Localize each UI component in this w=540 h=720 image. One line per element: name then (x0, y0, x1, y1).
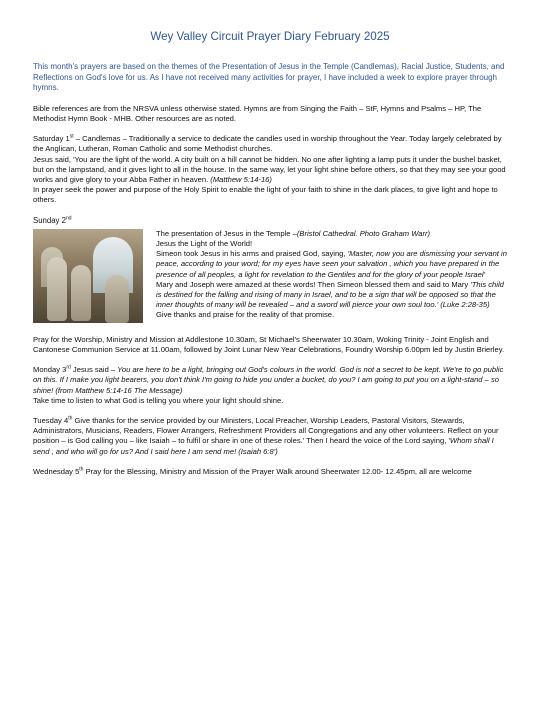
monday-said: Jesus said – (70, 365, 118, 375)
sunday-heading (33, 216, 507, 226)
tuesday-sup: th (68, 415, 73, 422)
saturday-sup: st (69, 133, 74, 140)
saturday-ref: (Matthew 5:14-16) (210, 175, 272, 184)
tuesday-line (33, 416, 507, 457)
mary-quote: 'This child is destined for the falling and rising of many in Israel, and to be a sign that will be opposed so that the inner thoughts of many will be revealed – and a sword will pierce your own soul too.' (Luke 2:28-35) (156, 279, 504, 310)
wednesday-sup: th (79, 466, 84, 473)
sunday-heading-text: The presentation of Jesus in the Temple – (156, 228, 297, 238)
saturday-prayer: In prayer seek the power and purpose of the Holy Spirit to enable the light of your faith to shine in the dark places, to give light and hope to others. (33, 185, 498, 205)
sunday-subheading: Jesus the Light of the World! (156, 239, 253, 249)
tuesday-quote: 'Whom shall I send , and who will go for us? And I said here I am send me! (Isaiah 6:8') (33, 436, 494, 456)
presentation-photo (33, 229, 143, 323)
sunday-photo-credit: (Bristol Cathedral. Photo Graham Warr) (296, 228, 431, 238)
mary-intro: Mary and Joseph were amazed at these words! Then Simeon blessed them and said to Mary (156, 279, 471, 289)
monday-sup: rd (66, 364, 71, 371)
sunday-day: Sunday 2 (33, 215, 66, 225)
saturday-desc: – Candlemas – Traditionally a service to dedicate the candles used in worship throughout the Year. Today largely celebrated by the Anglican, Lutheran, Roman Catholic and some Methodist churches. (33, 134, 502, 154)
sunday-feature (33, 229, 507, 323)
sunday-worship: Pray for the Worship, Ministry and Mission at Addlestone 10.30am, St Michael's Sheerwater 10.30am, Woking Trinity - Joint English and Cantonese Communion Service at 11.00am, followed by Joint Lunar New Year Celebrations, Foundry Worship 6.00pm led by Justin Brierley. (33, 334, 505, 355)
intro-paragraph: This month's prayers are based on the themes of the Presentation of Jesus in the Temple (Candlemas), Racial Justice, Students, and Reflections on God's love for us. As I have not received many activities for prayer, I have included a week to explore prayer through hymns. (33, 62, 505, 93)
monday-quote: You are here to be a light, bringing out God's colours in the world. God is not a secret to be kept. We're to go public on this. If I make you light bearers, you don't think I'm going to hide you under a bucket, do you? I am going to put you on a light-stand – so shine! (from Matthew 5:14-16 The Message) (33, 365, 504, 395)
photo-figure-simeon (47, 257, 67, 321)
mary-paragraph (156, 280, 507, 311)
wednesday-text: Pray for the Blessing, Ministry and Mission of the Prayer Walk around Sheerwater 12.00- 12.45pm, all are welcome (83, 466, 472, 476)
sunday-sup: nd (65, 215, 72, 222)
wednesday-line (33, 467, 507, 477)
bible-note: Bible references are from the NRSVA unless otherwise stated. Hymns are from Singing the Faith – StF, Hymns and Psalms – HP, The Methodist Hymn Book - MHB. Other resources are as noted. (33, 103, 482, 123)
simeon-paragraph (156, 249, 507, 280)
tuesday-day: Tuesday 4 (33, 416, 69, 426)
saturday-line (33, 134, 507, 154)
entry-tuesday (33, 416, 507, 457)
photo-figure-mary (71, 265, 91, 321)
saturday-quote-line (33, 155, 507, 186)
monday-line (33, 365, 507, 396)
monday-day: Monday 3 (33, 365, 67, 375)
photo-figure-joseph (105, 275, 129, 323)
sunday-thanks: Give thanks and praise for the reality of that promise. (156, 310, 335, 320)
sunday-feature-text (156, 229, 507, 321)
saturday-day: Saturday 1 (33, 134, 70, 144)
entry-saturday (33, 134, 507, 205)
wednesday-day: Wednesday 5 (33, 466, 80, 476)
sunday-feature-heading (156, 229, 507, 239)
saturday-quote: Jesus said, 'You are the light of the world. A city built on a hill cannot be hidden. No one after lighting a lamp puts it under the bushel basket, but on the lampstand, and it gives light to all in the house. In the same way, let your light shine before others, so that they may see your good works and give glory to your Abba Father in heaven. (33, 154, 506, 184)
entry-monday (33, 365, 507, 406)
document-title: Wey Valley Circuit Prayer Diary February 2025 (150, 30, 390, 43)
entry-wednesday (33, 467, 507, 477)
simeon-intro: Simeon took Jesus in his arms and praised God, saying, (156, 249, 348, 259)
monday-after: Take time to listen to what God is telling you where your light should shine. (33, 395, 284, 405)
tuesday-text: Give thanks for the service provided by our Ministers, Local Preacher, Worship Leaders, Pastoral Visitors, Stewards, Administrators, Musicians, Readers, Flower Arrangers, Refreshment Providers all Congregations and any other volunteers. Reflect on your position – is God calling you – like Isaiah – to fulfil or share in one of these roles.' Then I heard the voice of the Lord saying, (33, 416, 499, 446)
simeon-quote: 'Master, now you are dismissing your servant in peace, according to your word; for my eyes have seen your salvation , which you have prepared in the presence of all peoples, a light for revelation to the Gentiles and for the glory of your people Israel' (156, 249, 507, 279)
